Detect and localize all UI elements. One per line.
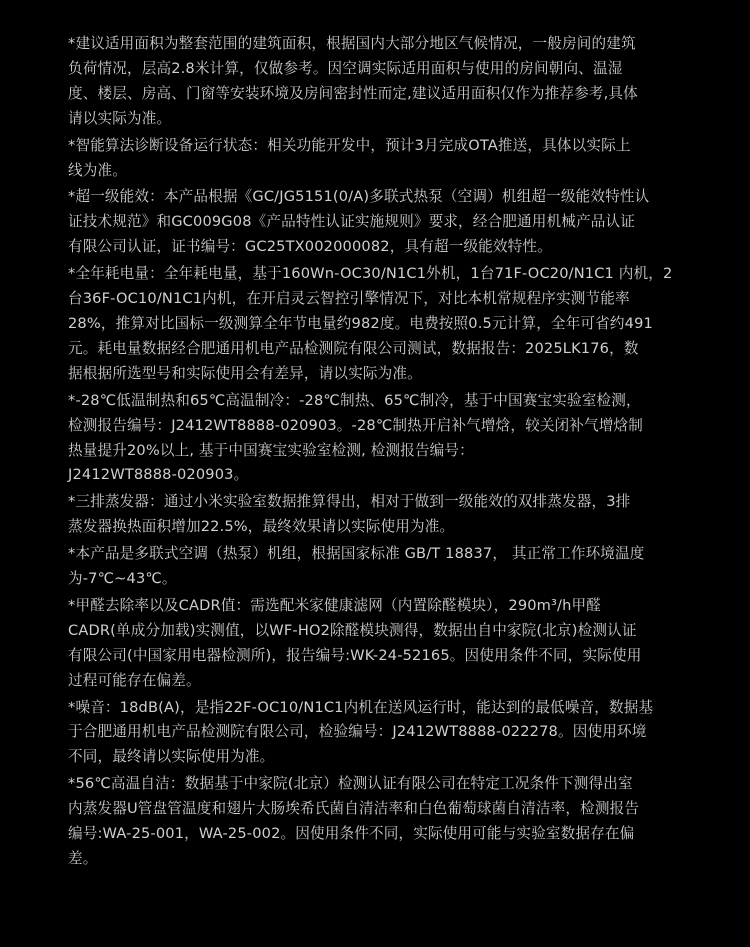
disclaimer-note-line: *本产品是多联式空调（热泵）机组，根据国家标准 GB/T 18837， 其正常工作环境温度	[68, 545, 645, 563]
disclaimer-note-line: 为-7℃~43℃。	[68, 570, 177, 588]
disclaimer-note-line: 蒸发器换热面积增加22.5%，最终效果请以实际使用为准。	[68, 518, 455, 536]
disclaimer-note-line: 检测报告编号：J2412WT8888-020903。-28℃制热开启补气增焓，较关闭补气增焓制	[68, 416, 644, 434]
disclaimer-note	[68, 542, 690, 592]
disclaimer-note	[68, 696, 690, 771]
disclaimer-note-line: 负荷情况，层高2.8米计算，仅做参考。因空调实际适用面积与使用的房间朝向、温湿	[68, 59, 623, 77]
disclaimer-note-line: *56℃高温自洁：数据基于中家院(北京）检测认证有限公司在特定工况条件下测得出室	[68, 775, 633, 793]
disclaimer-note	[68, 185, 690, 260]
disclaimer-note-line: *三排蒸发器：通过小米实验室数据推算得出，相对于做到一级能效的双排蒸发器，3排	[68, 493, 631, 511]
disclaimer-notes-list	[68, 32, 690, 874]
disclaimer-note-line: 热量提升20%以上, 基于中国赛宝实验室检测, 检测报告编号：	[68, 441, 474, 459]
disclaimer-note-line: 28%，推算对比国标一级测算全年节电量约982度。电费按照0.5元计算，全年可省约491	[68, 314, 653, 332]
disclaimer-note	[68, 134, 690, 184]
disclaimer-note	[68, 594, 690, 694]
disclaimer-note	[68, 772, 690, 872]
disclaimer-note	[68, 389, 690, 489]
disclaimer-note-line: *噪音：18dB(A)，是指22F-OC10/N1C1内机在送风运行时，能达到的最低噪音，数据基	[68, 698, 654, 716]
disclaimer-note-line: 元。耗电量数据经合肥通用机电产品检测院有限公司测试，数据报告：2025LK176，数	[68, 339, 639, 357]
disclaimer-note-line: 于合肥通用机电产品检测院有限公司，检验编号：J2412WT8888-022278。因使用环境	[68, 723, 647, 741]
disclaimer-note-line: J2412WT8888-020903。	[68, 466, 249, 484]
disclaimer-note-line: 过程可能存在偏差。	[68, 671, 201, 689]
disclaimer-note-line: 请以实际为准。	[68, 109, 172, 127]
disclaimer-note-line: 有限公司认证，证书编号：GC25TX002000082，具有超一级能效特性。	[68, 238, 552, 256]
disclaimer-note-line: *甲醛去除率以及CADR值：需选配米家健康滤网（内置除醛模块），290m³/h甲醛	[68, 596, 602, 614]
disclaimer-note-line: 差。	[68, 850, 98, 867]
disclaimer-note-line: 编号:WA-25-001，WA-25-002。因使用条件不同，实际使用可能与实验室数据存在偏	[68, 825, 635, 843]
disclaimer-note-line: 度、楼层、房高、门窗等安装环境及房间密封性而定,建议适用面积仅作为推荐参考,具体	[68, 84, 638, 102]
disclaimer-note-line: 证技术规范》和GC009G08《产品特性认证实施规则》要求，经合肥通用机械产品认证	[68, 213, 635, 231]
disclaimer-note-line: *智能算法诊断设备运行状态：相关功能开发中，预计3月完成OTA推送，具体以实际上	[68, 136, 631, 154]
disclaimer-note	[68, 262, 690, 387]
disclaimer-note-line: 线为准。	[68, 161, 127, 179]
disclaimer-note-line: 内蒸发器U管盘管温度和翅片大肠埃希氏菌自清洁率和白色葡萄球菌自清洁率，检测报告	[68, 800, 640, 818]
disclaimer-note-line: *-28℃低温制热和65℃高温制冷：-28℃制热、65℃制冷，基于中国赛宝实验室检测，	[68, 391, 641, 409]
disclaimer-note	[68, 490, 690, 540]
disclaimer-note-line: CADR(单成分加载)实测值，以WF-HO2除醛模块测得，数据出自中家院(北京)检测认证	[68, 621, 637, 639]
disclaimer-note-line: *全年耗电量：全年耗电量，基于160Wn-OC30/N1C1外机，1台71F-OC20/N1C1 内机，2	[68, 265, 673, 283]
disclaimer-note-line: *建议适用面积为整套范围的建筑面积，根据国内大部分地区气候情况，一般房间的建筑	[68, 35, 636, 52]
disclaimer-note	[68, 32, 690, 132]
disclaimer-note-line: 台36F-OC10/N1C1内机，在开启灵云智控引擎情况下，对比本机常规程序实测节能率	[68, 290, 630, 308]
disclaimer-note-line: 据根据所选型号和实际使用会有差异，请以实际为准。	[68, 364, 422, 382]
disclaimer-note-line: *超一级能效：本产品根据《GC/JG5151(0/A)多联式热泵（空调）机组超一级能效特性认	[68, 188, 650, 206]
disclaimer-note-line: 有限公司(中国家用电器检测所)，报告编号:WK-24-52165。因使用条件不同，实际使用	[68, 646, 642, 664]
disclaimer-note-line: 不同，最终请以实际使用为准。	[68, 748, 275, 766]
